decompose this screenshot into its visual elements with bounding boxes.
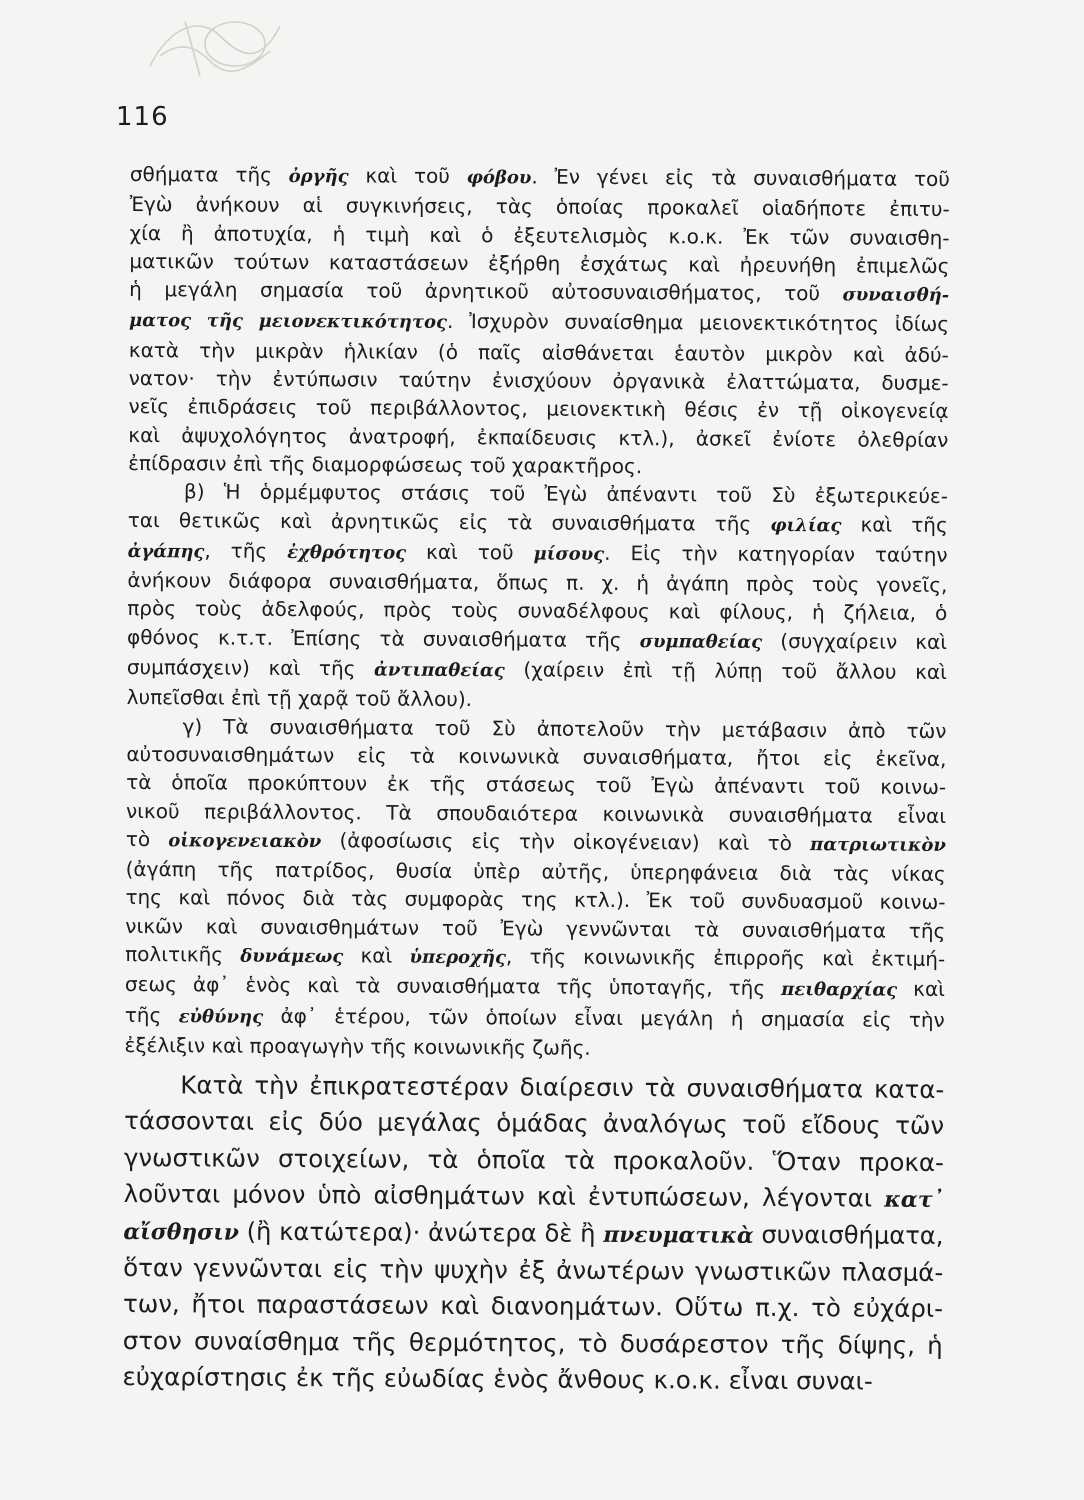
emphasized-term: ὀργῆς (288, 165, 349, 188)
emphasized-term: δυνάμεως (240, 945, 344, 968)
text-segment: εὐχαρίστησις ἐκ τῆς εὐωδίας ἑνὸς ἄνθους κ.ο.κ. εἶναι συναι- (122, 1361, 873, 1396)
text-line (124, 1067, 944, 1108)
text-line (123, 1213, 943, 1255)
text-line (124, 1103, 944, 1144)
page-text (122, 160, 950, 1400)
text-segment: ἐξέλιξιν καὶ προαγωγὴν τῆς κοινωνικῆς ζωῆς. (124, 1032, 591, 1060)
paragraph (127, 477, 948, 716)
text-segment: συμπάσχειν) καὶ τῆς (126, 655, 375, 681)
text-segment: ἡ μεγάλη σημασία τοῦ ἀρνητικοῦ αὐτοσυναισθήματος, τοῦ (129, 277, 843, 306)
text-line (126, 768, 946, 801)
text-line (125, 1001, 945, 1036)
text-line (124, 1140, 944, 1181)
text-segment: , τῆς (204, 538, 288, 563)
paragraph (125, 712, 947, 1065)
text-segment: Ἐγὼ ἀνήκουν αἱ συγκινήσεις, τὰς ὁποίας προκαλεῖ οἱαδήποτε ἐπιτυ- (129, 192, 950, 222)
text-line (123, 1250, 943, 1291)
emphasized-term: ἐχθρότητος (287, 541, 407, 564)
emphasized-term: πειθαρχίας (781, 979, 898, 1002)
text-segment: καὶ τοῦ (406, 539, 534, 565)
text-segment: καὶ τῆς (841, 511, 948, 537)
text-line (123, 1286, 943, 1327)
text-segment: τὰ ὁποῖα προκύπτουν ἐκ τῆς στάσεως τοῦ Ἐγὼ ἀπέναντι τοῦ κοινω- (126, 770, 947, 800)
text-segment: συναισθήματα, (753, 1219, 944, 1251)
text-segment: νικῶν καὶ συναισθημάτων τοῦ Ἐγὼ γεννῶνται τὰ συναισθήματα τῆς (125, 913, 946, 943)
text-segment: τάσσονται εἰς δύο μεγάλας ὁμάδας ἀναλόγως τοῦ εἴδους τῶν (124, 1106, 945, 1141)
text-segment: νατον· τὴν ἐντύπωσιν ταύτην ἐνισχύουν ὀργανικὰ ἐλαττώματα, δυσμε- (128, 366, 949, 396)
text-line (125, 1031, 945, 1064)
text-segment: . Εἰς τὴν κατηγορίαν ταύτην (604, 540, 948, 567)
text-segment: (ἀφοσίωσις εἰς τὴν οἰκογένειαν) καὶ τὸ (321, 828, 811, 855)
text-segment: καὶ τοῦ (348, 163, 467, 189)
text-segment: , τῆς κοινωνικῆς ἐπιρροῆς καὶ ἐκτιμή- (505, 944, 946, 972)
text-line (127, 683, 947, 716)
text-segment: λοῦνται μόνον ὑπὸ αἰσθημάτων καὶ ἐντυπώσεων, λέγονται (123, 1178, 885, 1213)
text-segment: σθήματα τῆς (129, 161, 289, 187)
text-segment: ὅταν γεννῶνται εἰς τὴν ψυχὴν ἐξ ἀνωτέρων γνωστικῶν πλασμά- (123, 1253, 944, 1288)
text-line (124, 1176, 944, 1218)
emphasized-term: φιλίας (770, 514, 842, 536)
text-segment: κατὰ τὴν μικρὰν ἡλικίαν (ὁ παῖς αἰσθάνεται ἑαυτὸν μικρὸν καὶ ἀδύ- (128, 337, 949, 367)
text-segment: (ἢ κατώτερα)· ἀνώτερα δὲ ἢ (238, 1216, 604, 1248)
text-line (130, 160, 950, 195)
text-segment: (χαίρειν ἐπὶ τῇ λύπῃ τοῦ ἄλλου καὶ (504, 657, 947, 685)
text-segment: της καὶ πόνος διὰ τὰς συμφορὰς της κτλ.). Ἐκ τοῦ συνδυασμοῦ κοινω- (125, 885, 946, 915)
text-segment: φθόνος κ.τ.τ. Ἐπίσης τὰ συναισθήματα τῆς (127, 624, 640, 652)
text-line (128, 477, 948, 510)
text-segment: λυπεῖσθαι ἐπὶ τῇ χαρᾷ τοῦ ἄλλου). (126, 685, 473, 712)
text-line (128, 536, 948, 571)
emphasized-term: ματος τῆς μειονεκτικότητος (128, 310, 448, 334)
text-segment: καὶ ἀψυχολόγητος ἀνατροφή, ἐκπαίδευσις κτλ.), ἀσκεῖ ἐνίοτε ὀλεθρίαν (128, 422, 949, 452)
text-line (122, 1359, 942, 1400)
text-line (128, 506, 948, 541)
paragraph (122, 1067, 944, 1400)
text-segment: νικοῦ περιβάλλοντος. Τὰ σπουδαιότερα κοινωνικὰ συναισθήματα εἶναι (125, 798, 947, 828)
text-segment: τὸ (125, 826, 169, 852)
text-segment: Κατὰ τὴν ἐπικρατεστέραν διαίρεσιν τὰ συναισθήματα κατα- (180, 1070, 945, 1105)
text-line (125, 940, 945, 975)
emphasized-term: μίσους (533, 543, 605, 565)
emphasized-term: ἀντιπαθείας (374, 659, 505, 682)
text-segment: τῆς (124, 1002, 179, 1027)
paragraph (128, 160, 950, 482)
emphasized-term: οἰκογενειακὸν (168, 830, 322, 853)
page-number: 116 (116, 102, 169, 132)
text-segment: των, ἤτοι παραστάσεων καὶ διανοημάτων. Οὕτω π.χ. τὸ εὐχάρι- (122, 1289, 944, 1324)
text-segment: γνωστικῶν στοιχείων, τὰ ὁποῖα τὰ προκαλοῦν. Ὅταν προκα- (123, 1142, 944, 1177)
emphasized-term: αἴσθησιν (123, 1218, 239, 1246)
text-segment: β) Ἡ ὁρμέμφυτος στάσις τοῦ Ἐγὼ ἀπέναντι τοῦ Σὺ ἐξωτερικεύε- (183, 479, 949, 509)
faded-stamp-mark (140, 6, 290, 86)
text-line (127, 653, 947, 688)
text-segment: γ) Τὰ συναισθήματα τοῦ Σὺ ἀποτελοῦν τὴν μετάβασιν ἀπὸ τῶν (182, 713, 947, 743)
emphasized-term: συναισθή- (842, 284, 950, 307)
text-segment: αὐτοσυναισθημάτων εἰς τὰ κοινωνικὰ συναισθήματα, ἤτοι εἰς ἐκεῖνα, (126, 741, 947, 771)
text-segment: πολιτικῆς (125, 942, 241, 967)
text-line (125, 970, 945, 1005)
emphasized-term: κατ᾽ (884, 1186, 944, 1213)
emphasized-term: ἀγάπης (127, 540, 205, 563)
text-line (129, 275, 949, 310)
text-segment: ἀνήκουν διάφορα συναισθήματα, ὅπως π. χ. ἡ ἀγάπη πρὸς τοὺς γονεῖς, (127, 568, 948, 598)
text-segment: ἀφ᾽ ἑτέρου, τῶν ὁποίων εἶναι μεγάλη ἡ σημασία εἰς τὴν (263, 1003, 945, 1032)
text-segment: (ἀγάπη τῆς πατρίδος, θυσία ὑπὲρ αὐτῆς, ὑπερηφάνεια διὰ τὰς νίκας (125, 857, 946, 887)
text-line (127, 623, 947, 658)
emphasized-term: εὐθύνης (178, 1005, 264, 1028)
text-segment: ται θετικῶς καὶ ἀρνητικῶς εἰς τὰ συναισθήματα τῆς (127, 507, 771, 536)
text-segment: στον συναίσθημα τῆς θερμότητος, τὸ δυσάρεστον τῆς δίψης, ἡ (122, 1325, 943, 1360)
emphasized-term: πατριωτικὸν (810, 833, 946, 856)
emphasized-term: φόβου (466, 167, 532, 189)
text-line (123, 1323, 943, 1364)
text-line (130, 190, 950, 223)
text-segment: ἐπίδρασιν ἐπὶ τῆς διαμορφώσεως τοῦ χαρακτῆρος. (128, 450, 643, 479)
text-segment: σεως ἀφ᾽ ἑνὸς καὶ τὰ συναισθήματα τῆς ὑποταγῆς, τῆς (124, 972, 782, 1001)
text-line (129, 305, 949, 340)
emphasized-term: ὑπεροχῆς (409, 946, 507, 969)
text-segment: χία ἢ ἀποτυχία, ἡ τιμὴ καὶ ὁ ἐξευτελισμὸς κ.ο.κ. Ἐκ τῶν συναισθη- (129, 220, 950, 250)
text-segment: . Ἐν γένει εἰς τὰ συναισθήματα τοῦ (531, 164, 950, 192)
text-segment: πρὸς τοὺς ἀδελφούς, πρὸς τοὺς συναδέλφους καὶ φίλους, ἡ ζήλεια, ὁ (127, 596, 948, 626)
text-segment: (συγχαίρειν καὶ (762, 628, 948, 654)
text-line (125, 883, 945, 916)
emphasized-term: πνευματικὰ (603, 1221, 754, 1249)
text-segment: . Ἰσχυρὸν συναίσθημα μειονεκτικότητος ἰδίως (446, 309, 950, 337)
text-line (126, 825, 946, 860)
text-segment: νεῖς ἐπιδράσεις τοῦ περιβάλλοντος, μειονεκτικὴ θέσις ἐν τῇ οἰκογενείᾳ (128, 394, 949, 424)
text-segment: ματικῶν τούτων καταστάσεων ἐξήρθη ἐσχάτως καὶ ἠρευνήθη ἐπιμελῶς (129, 248, 950, 278)
emphasized-term: συμπαθείας (639, 630, 763, 653)
text-segment: καὶ (343, 943, 410, 968)
text-segment: καὶ (897, 977, 946, 1002)
text-line (128, 392, 948, 425)
